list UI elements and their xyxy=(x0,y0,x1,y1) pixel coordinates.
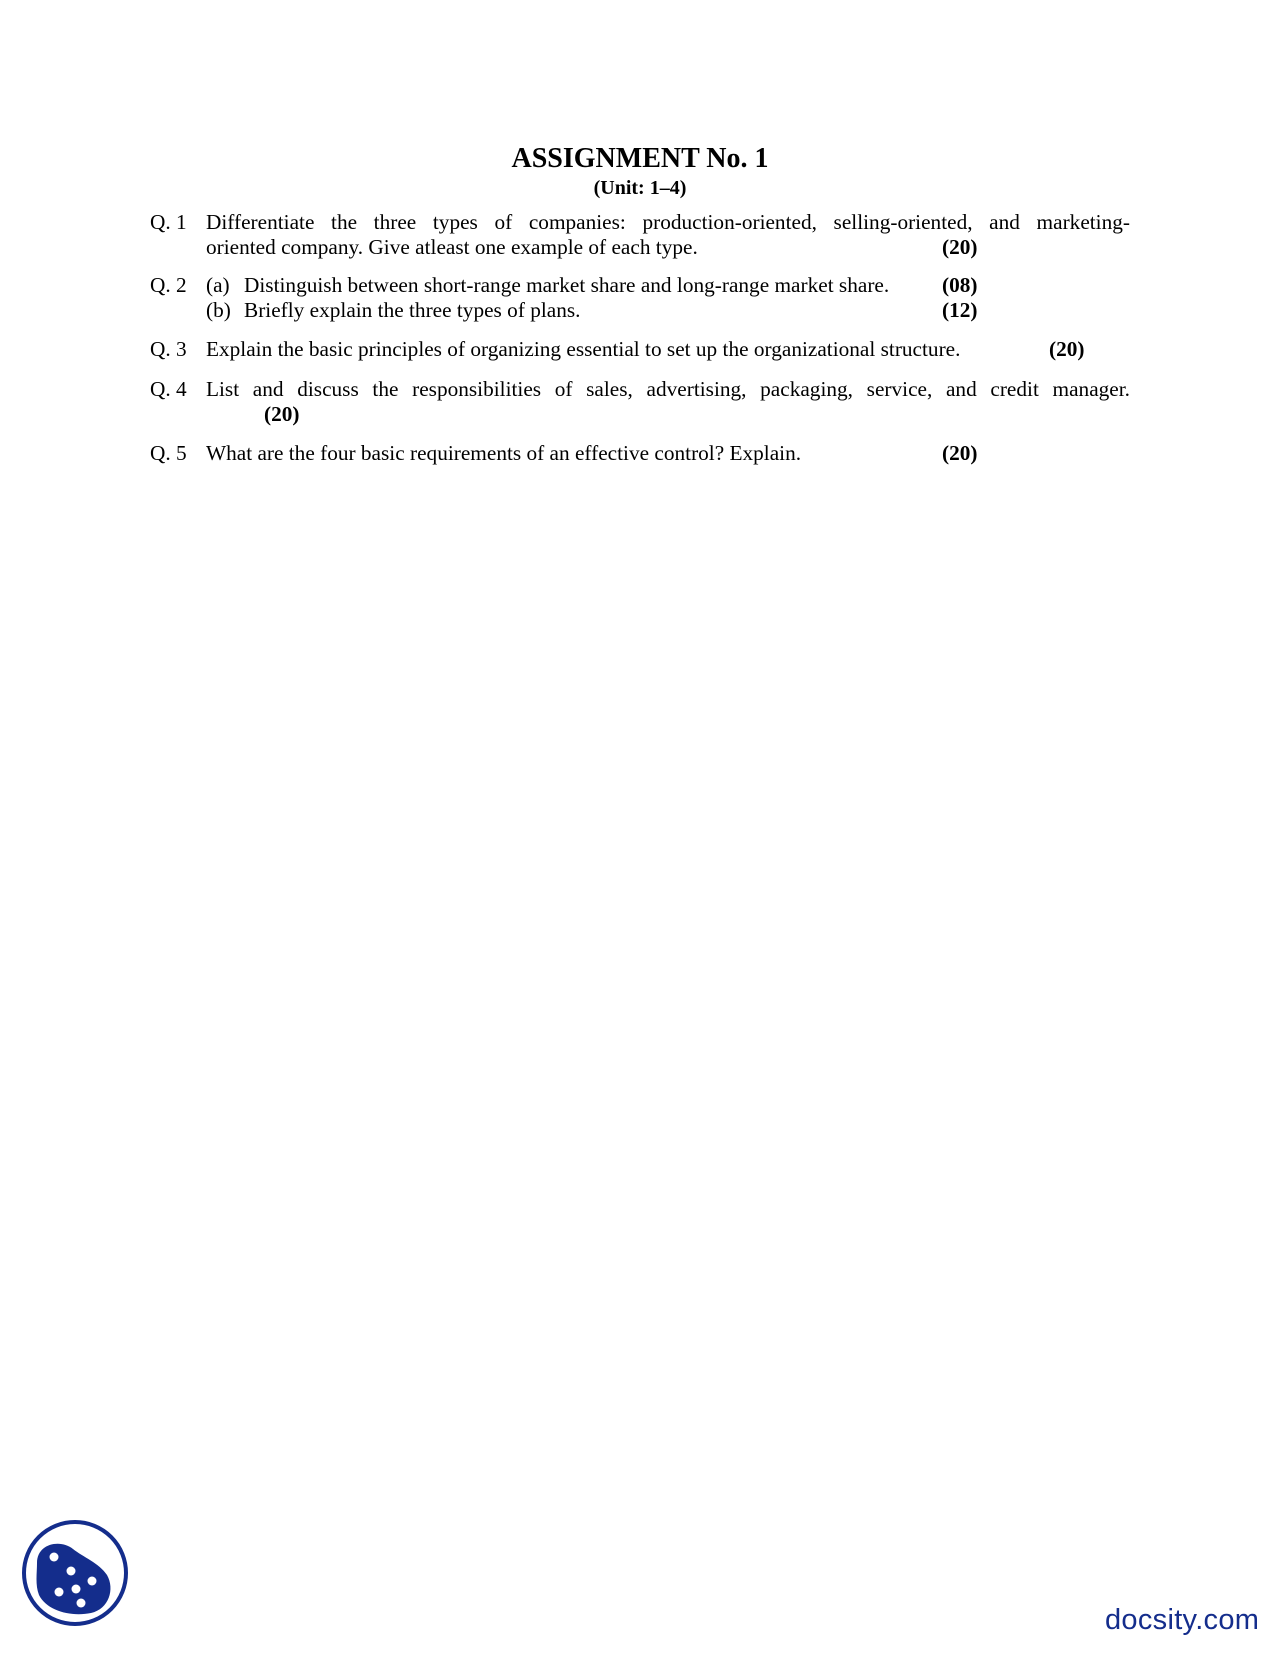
part-marks-a: (08) xyxy=(942,273,978,297)
docsity-brand-link[interactable]: docsity.com xyxy=(1105,1604,1260,1636)
question-text-line-1: Differentiate the three types of companies: production-oriented, selling-oriented, and marketing- xyxy=(206,210,1130,234)
question-marks: (20) xyxy=(1049,337,1085,361)
question-number: Q. 2 xyxy=(150,273,187,297)
question-text: What are the four basic requirements of an effective control? Explain. xyxy=(206,441,802,465)
unit-subtitle: (Unit: 1–4) xyxy=(593,177,687,199)
question-text-line-2: oriented company. Give atleast one example of each type. xyxy=(206,235,698,259)
question-marks: (20) xyxy=(942,441,978,465)
question-text: Explain the basic principles of organizing essential to set up the organizational structure. xyxy=(206,337,961,361)
question-number: Q. 3 xyxy=(150,337,187,361)
question-number: Q. 1 xyxy=(150,210,187,234)
assignment-title: ASSIGNMENT No. 1 xyxy=(511,143,769,174)
part-label-b: (b) xyxy=(206,298,231,322)
part-text-b: Briefly explain the three types of plans. xyxy=(244,298,581,322)
question-marks: (20) xyxy=(264,402,300,426)
question-number: Q. 5 xyxy=(150,441,187,465)
question-number: Q. 4 xyxy=(150,377,187,401)
part-marks-b: (12) xyxy=(942,298,978,322)
part-text-a: Distinguish between short-range market share and long-range market share. xyxy=(244,273,890,297)
question-text: List and discuss the responsibilities of sales, advertising, packaging, service, and credit manager. xyxy=(206,377,1130,401)
docsity-logo-icon[interactable] xyxy=(21,1519,129,1627)
part-label-a: (a) xyxy=(206,273,230,297)
question-marks: (20) xyxy=(942,235,978,259)
